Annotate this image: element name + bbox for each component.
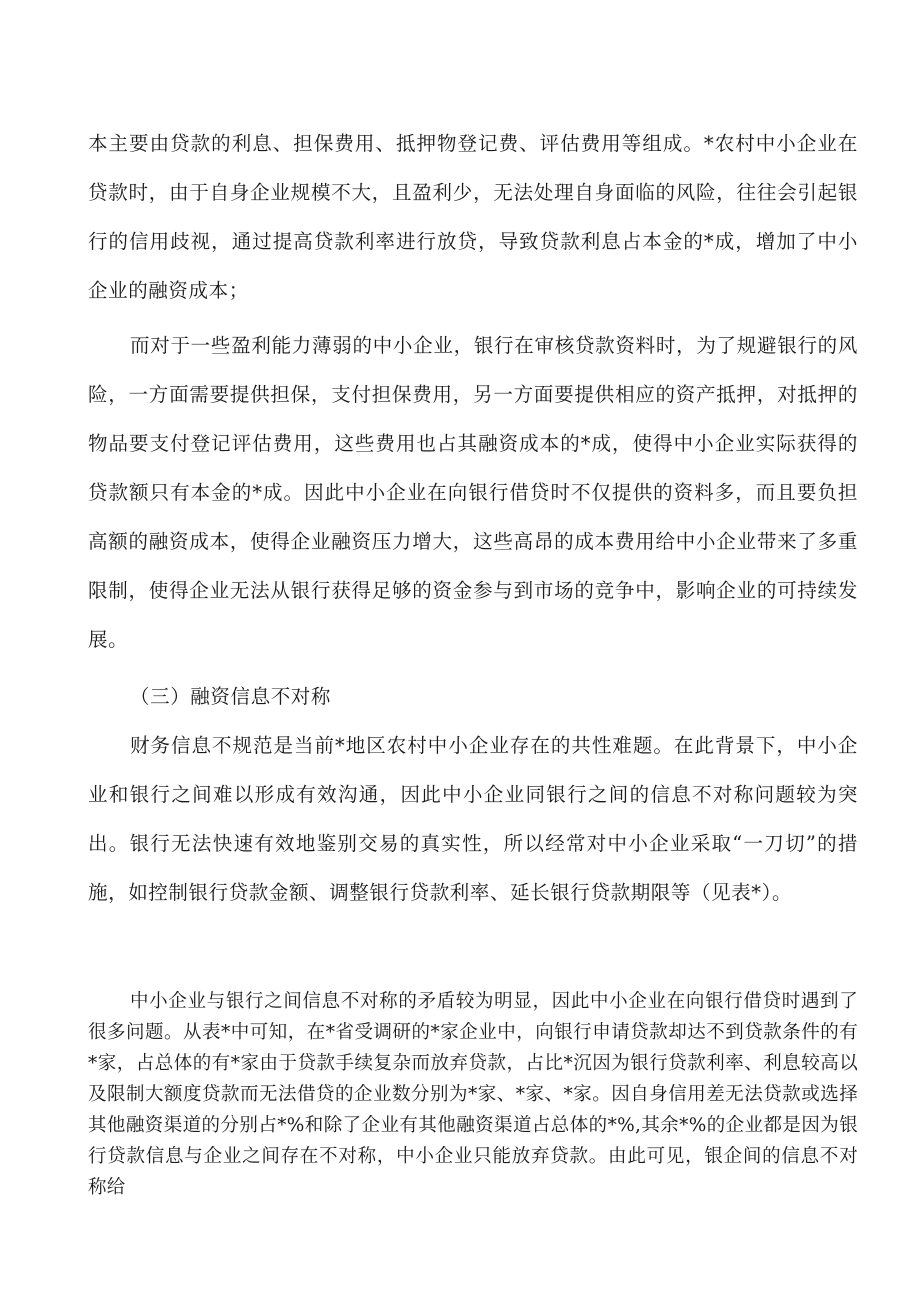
body-paragraph-2: 而对于一些盈利能力薄弱的中小企业，银行在审核贷款资料时，为了规避银行的风险，一方面需要提供担保，支付担保费用，另一方面要提供相应的资产抵押，对抵押的物品要支付登记评估费用，这些费用也占其融资成本的*成，使得中小企业实际获得的贷款额只有本金的*成。因此中小企业在向银行借贷时不仅提供的资料多，而且要负担高额的融资成本，使得企业融资压力增大，这些高昂的成本费用给中小企业带来了多重限制，使得企业无法从银行获得足够的资金参与到市场的竞争中，影响企业的可持续发展。 [88, 334, 858, 651]
body-paragraph-3: 财务信息不规范是当前*地区农村中小企业存在的共性难题。在此背景下，中小企业和银行之间难以形成有效沟通，因此中小企业同银行之间的信息不对称问题较为突出。银行无法快速有效地鉴别交易的真实性，所以经常对中小企业采取“一刀切”的措施，如控制银行贷款金额、调整银行贷款利率、延长银行贷款期限等（见表*）。 [88, 734, 858, 904]
section-heading: （三）融资信息不对称 [130, 685, 332, 708]
body-paragraph-4: 中小企业与银行之间信息不对称的矛盾较为明显，因此中小企业在向银行借贷时遇到了很多问题。从表*中可知，在*省受调研的*家企业中，向银行申请贷款却达不到贷款条件的有*家，占总体的有*家由于贷款手续复杂而放弃贷款，占比*沉因为银行贷款利率、利息较高以及限制大额度贷款而无法借贷的企业数分别为*家、*家、*家。因自身信用差无法贷款或选择其他融资渠道的分别占*%和除了企业有其他融资渠道占总体的*%,其余*%的企业都是因为银行贷款信息与企业之间存在不对称，中小企业只能放弃贷款。由此可见，银企间的信息不对称给 [88, 991, 858, 1198]
body-paragraph-1: 本主要由贷款的利息、担保费用、抵押物登记费、评估费用等组成。*农村中小企业在贷款时，由于自身企业规模不大，且盈利少，无法处理自身面临的风险，往往会引起银行的信用歧视，通过提高贷款利率进行放贷，导致贷款利息占本金的*成，增加了中小企业的融资成本； [88, 132, 858, 302]
